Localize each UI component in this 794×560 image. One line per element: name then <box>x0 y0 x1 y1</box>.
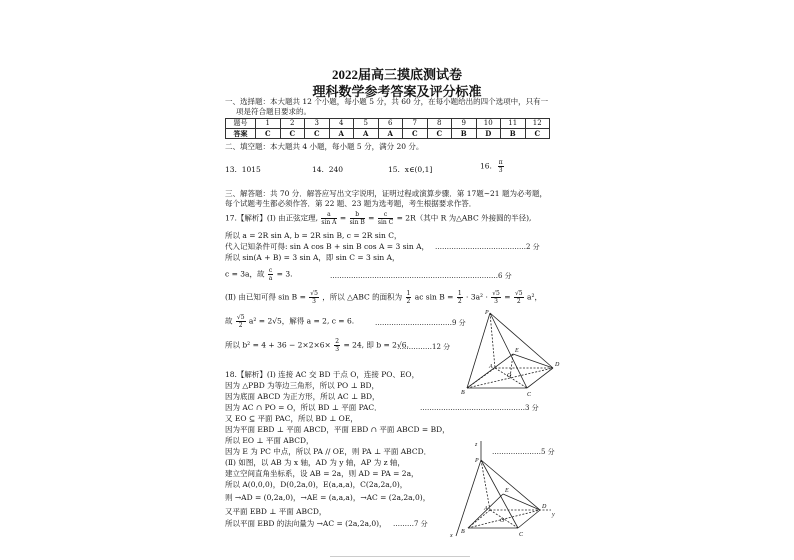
q17-line8 <box>225 338 409 353</box>
label-y: y <box>552 512 555 518</box>
q18-line3: 因为底面 ABCD 为正方形，所以 AC ⊥ BD， <box>225 392 380 401</box>
table-cell: C <box>280 129 305 139</box>
table-cell: C <box>256 129 281 139</box>
label-d: D <box>555 362 560 368</box>
table-cell: 9 <box>452 119 477 129</box>
numerator: √5 <box>514 290 523 297</box>
numerator: a <box>321 211 336 219</box>
table-cell: 12 <box>525 119 550 129</box>
score-dots: ………………………………………3 分 <box>420 404 539 412</box>
item-number: 13. <box>225 165 237 174</box>
label-x: x <box>450 533 453 538</box>
text: 故 <box>225 316 233 326</box>
q17-line6 <box>225 290 542 305</box>
score: 12 分 <box>432 343 451 351</box>
label-a: A <box>489 364 493 370</box>
table-cell: 1 <box>256 119 281 129</box>
numerator: c <box>378 211 393 219</box>
score: 7 分 <box>414 520 428 528</box>
q17-line2: 所以 a = 2R sin A, b = 2R sin B, c = 2R sin C， <box>225 231 402 240</box>
numerator: 1 <box>457 290 462 297</box>
denominator: 2 <box>406 298 411 305</box>
text: = <box>368 213 375 223</box>
table-cell: 答案 <box>226 129 256 139</box>
score-dots: ……………12 分 <box>397 343 451 351</box>
text: a² = 2√5，解得 a = 2, c = 6. <box>248 316 355 326</box>
table-cell: 5 <box>354 119 379 129</box>
table-cell: 2 <box>280 119 305 129</box>
fraction <box>378 211 393 226</box>
q18-line5: 又 EO ⊆ 平面 PAC，所以 BD ⊥ OE， <box>225 414 358 423</box>
pyramid-figure-1 <box>455 308 565 403</box>
fraction <box>236 314 246 329</box>
text: 所以 b² = 4 + 36 − 2×2×6× <box>225 340 331 350</box>
denominator: a <box>268 275 273 282</box>
fill-answer-15 <box>388 165 432 175</box>
q18-line10: 建立空间直角坐标系，设 AB = 2a，则 AD = PA = 2a， <box>225 469 419 478</box>
item-answer: x∈(0,1] <box>404 165 433 174</box>
score: 2 分 <box>526 243 540 251</box>
text: a²， <box>526 292 542 302</box>
exam-title: 2022届高三摸底测试卷 <box>331 67 462 82</box>
denominator: sin C <box>377 219 394 226</box>
item-number: 16. <box>480 161 492 171</box>
numerator: √5 <box>236 314 245 321</box>
text: = 24, 即 b = 2√6. <box>343 340 409 350</box>
table-row <box>226 129 550 139</box>
q18-line12: 则 →AD = (0,2a,0)，→AE = (a,a,a)，→AC = (2a,2a,0)， <box>225 493 431 502</box>
text: 17.【解析】(Ⅰ) 由正弦定理, <box>225 213 319 223</box>
text: = <box>339 213 347 223</box>
score-dots: ………………………………………………………………6 分 <box>330 272 512 280</box>
section1-heading-line1: 一、选择题：本大题共 12 个小题，每小题 5 分，共 60 分，在每小题给出的四个选项中，只有一 <box>225 97 549 106</box>
q18-line13: 又平面 EBD ⊥ 平面 ABCD， <box>225 507 327 516</box>
denominator: 2 <box>516 298 521 305</box>
numerator: b <box>350 211 365 219</box>
numerator: 1 <box>406 290 411 297</box>
item-number: 14. <box>312 165 324 174</box>
table-cell: C <box>403 129 428 139</box>
fraction <box>350 211 365 226</box>
section1-heading-line2: 项是符合题目要求的。 <box>236 107 311 116</box>
text: ，所以 △ABC 的面积为 <box>322 292 403 302</box>
text: = 3. <box>276 269 293 279</box>
footer-divider <box>330 556 470 557</box>
q18-line2: 因为 △PBD 为等边三角形，所以 PO ⊥ BD， <box>225 381 380 390</box>
fraction <box>268 267 273 282</box>
score: 9 分 <box>452 319 466 327</box>
table-cell: 题号 <box>226 119 256 129</box>
fraction <box>491 290 501 305</box>
table-cell: A <box>329 129 354 139</box>
item-answer: 240 <box>328 165 344 174</box>
denominator: 3 <box>335 346 340 353</box>
table-cell: 6 <box>378 119 403 129</box>
label-z: z <box>475 442 478 448</box>
q18-line4: 因为 AC ∩ PO = O，所以 BD ⊥ 平面 PAC． <box>225 403 382 412</box>
fraction <box>309 290 319 305</box>
label-p: P <box>485 310 489 316</box>
label-b: B <box>461 390 465 396</box>
fraction <box>321 211 336 226</box>
label-o: O <box>507 373 512 379</box>
fraction <box>334 338 340 353</box>
q18-line6: 因为平面 EBD ⊥ 平面 ABCD，平面 EBD ∩ 平面 ABCD = BD， <box>225 425 450 434</box>
item-answer: 1015 <box>241 165 261 174</box>
q18-line11: 所以 A(0,0,0)，D(0,2a,0)，E(a,a,a)，C(2a,2a,0)， <box>225 480 408 489</box>
section3-heading-line2: 每个试题考生都必须作答．第 22 题、23 题为选考题，考生根据要求作答． <box>225 199 477 208</box>
table-cell: D <box>476 129 501 139</box>
numerator: c <box>268 267 273 274</box>
denominator: sin A <box>321 219 337 226</box>
label-c: C <box>519 532 524 538</box>
label-o: O <box>500 518 505 524</box>
score: 3 分 <box>525 404 539 412</box>
label-e: E <box>505 488 509 494</box>
item-number: 15. <box>388 165 400 174</box>
score-dots: ……………………………9 分 <box>375 319 466 327</box>
numerator: π <box>498 159 503 166</box>
text: c = 3a，故 <box>225 269 265 279</box>
table-cell: 4 <box>329 119 354 129</box>
q18-line7: 所以 EO ⊥ 平面 ABCD， <box>225 436 314 445</box>
q18-line1: 18.【解析】(Ⅰ) 连接 AC 交 BD 于点 O，连接 PO、EO， <box>225 370 420 379</box>
text: = 2R（其中 R 为△ABC 外接圆的半径), <box>396 213 532 223</box>
numerator: 2 <box>335 338 340 345</box>
q17-line3: 代入记知条件可得: sin A cos B + sin B cos A = 3 sin A， <box>225 242 429 251</box>
text: (Ⅱ) 由已知可得 sin B = <box>225 292 306 302</box>
fill-answer-14 <box>312 165 343 175</box>
table-row <box>226 119 550 129</box>
denominator: 3 <box>498 167 503 174</box>
table-cell: C <box>525 129 550 139</box>
fraction <box>406 290 412 305</box>
numerator: √5 <box>492 290 500 297</box>
fill-answer-16 <box>480 159 505 174</box>
denominator: 3 <box>312 298 316 305</box>
label-d: D <box>542 504 547 510</box>
score: 5 分 <box>541 448 555 456</box>
fraction <box>457 290 463 305</box>
q17-line7 <box>225 314 354 329</box>
table-cell: 3 <box>305 119 330 129</box>
fraction <box>498 159 504 174</box>
denominator: sin B <box>349 219 365 226</box>
table-cell: 8 <box>427 119 452 129</box>
score-dots: ………7 分 <box>393 520 428 528</box>
table-cell: C <box>305 129 330 139</box>
score-dots: …………………5 分 <box>492 448 555 456</box>
text: = <box>504 292 511 302</box>
denominator: 3 <box>494 298 498 305</box>
exam-subtitle: 理科数学参考答案及评分标准 <box>312 84 482 99</box>
label-p: P <box>475 458 479 464</box>
answer-table <box>225 118 550 139</box>
table-cell: B <box>452 129 477 139</box>
q18-line9: (Ⅱ) 如图，以 AB 为 x 轴，AD 为 y 轴，AP 为 z 轴， <box>225 458 405 467</box>
denominator: 2 <box>457 298 462 305</box>
q17-line1 <box>225 211 531 226</box>
text: ac sin B = <box>414 292 454 302</box>
label-a: A <box>484 506 488 512</box>
section2-heading: 二、填空题：本大题共 4 小题，每小题 5 分，满分 20 分。 <box>225 142 424 151</box>
table-cell: B <box>501 129 526 139</box>
q17-line4: 所以 sin(A + B) = 3 sin A，即 sin C = 3 sin A， <box>225 253 400 262</box>
label-e: E <box>515 348 519 354</box>
fraction <box>514 290 524 305</box>
table-cell: C <box>427 129 452 139</box>
denominator: 2 <box>238 322 243 329</box>
numerator: √5 <box>310 290 318 297</box>
score: 6 分 <box>498 272 512 280</box>
score-dots: …………………………………2 分 <box>435 243 540 251</box>
q17-line5 <box>225 267 292 282</box>
table-cell: 11 <box>501 119 526 129</box>
table-cell: A <box>378 129 403 139</box>
section3-heading-line1: 三、解答题：共 70 分．解答应写出文字说明，证明过程或演算步骤．第 17题~21 题为必考题， <box>225 189 547 198</box>
table-cell: 7 <box>403 119 428 129</box>
q18-line8: 因为 E 为 PC 中点，所以 PA // OE，则 PA ⊥ 平面 ABCD． <box>225 447 432 456</box>
table-cell: A <box>354 129 379 139</box>
q18-line14: 所以平面 EBD 的法向量为 →AC = (2a,2a,0)， <box>225 519 387 528</box>
text: · 3a² · <box>466 292 488 302</box>
label-c: C <box>527 392 532 398</box>
label-b: B <box>461 529 465 535</box>
table-cell: 10 <box>476 119 501 129</box>
fill-answer-13 <box>225 165 261 175</box>
pyramid-figure-2 <box>448 438 558 538</box>
